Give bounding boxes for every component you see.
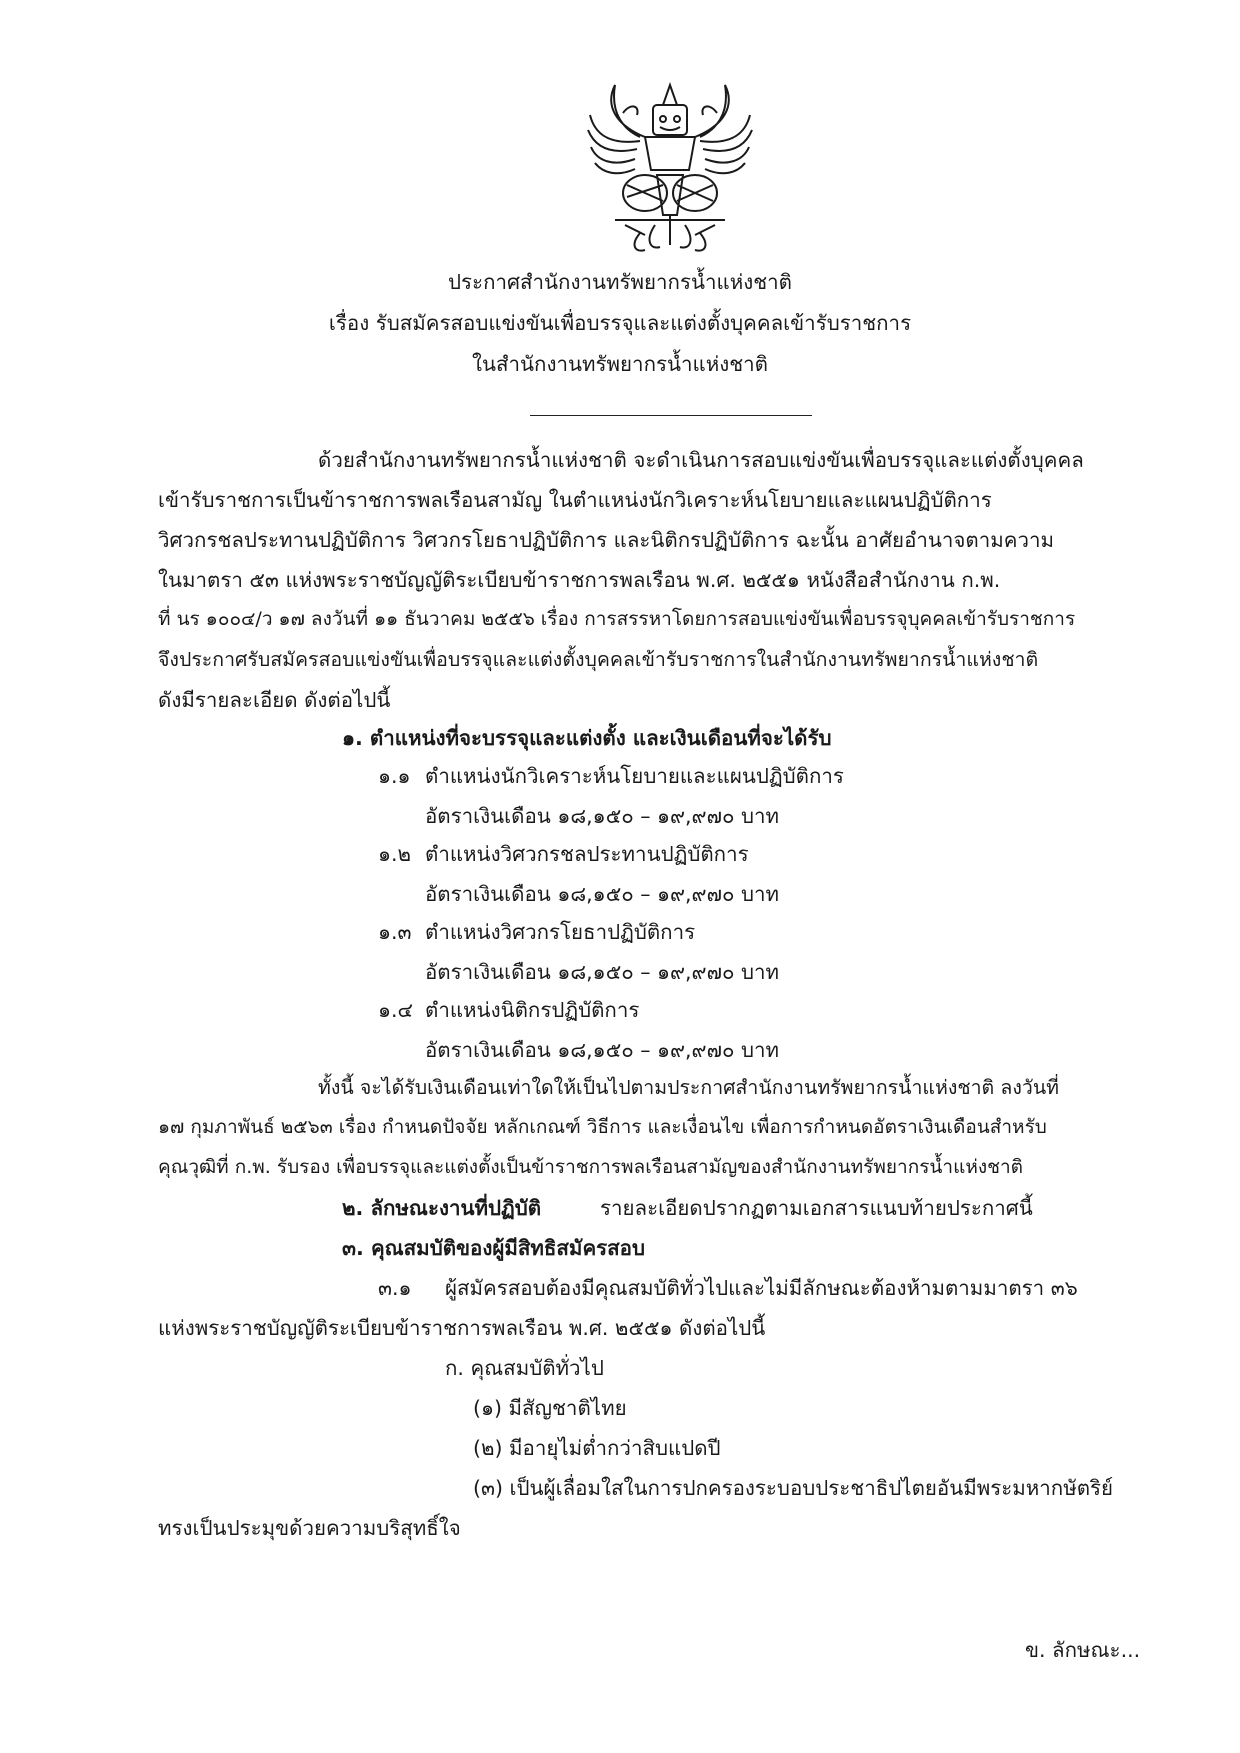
position-salary: อัตราเงินเดือน ๑๘,๑๕๐ – ๑๙,๙๗๐ บาท: [425, 882, 780, 906]
position-salary: อัตราเงินเดือน ๑๘,๑๕๐ – ๑๙,๙๗๐ บาท: [425, 960, 780, 984]
section-2-heading: ๒. ลักษณะงานที่ปฏิบัติ: [342, 1196, 542, 1220]
salary-note-line: ทั้งนี้ จะได้รับเงินเดือนเท่าใดให้เป็นไปตามประกาศสำนักงานทรัพยากรน้ำแห่งชาติ ลงวันที่: [318, 1076, 1060, 1099]
section-3-heading: ๓. คุณสมบัติของผู้มีสิทธิสมัครสอบ: [342, 1236, 646, 1260]
general-qualifications-heading: ก. คุณสมบัติทั่วไป: [445, 1356, 604, 1380]
intro-line: วิศวกรชลประทานปฏิบัติการ วิศวกรโยธาปฏิบัติการ และนิติกรปฏิบัติการ ฉะนั้น อาศัยอำนาจตามความ: [158, 528, 1055, 552]
position-title: ตำแหน่งวิศวกรชลประทานปฏิบัติการ: [425, 842, 749, 866]
subsection-text: ผู้สมัครสอบต้องมีคุณสมบัติทั่วไปและไม่มีลักษณะต้องห้ามตามมาตรา ๓๖: [445, 1276, 1078, 1300]
intro-line: ด้วยสำนักงานทรัพยากรน้ำแห่งชาติ จะดำเนินการสอบแข่งขันเพื่อบรรจุและแต่งตั้งบุคคล: [318, 448, 1084, 472]
subsection-text-cont: แห่งพระราชบัญญัติระเบียบข้าราชการพลเรือน พ.ศ. ๒๕๕๑ ดังต่อไปนี้: [158, 1316, 766, 1340]
position-title: ตำแหน่งนักวิเคราะห์นโยบายและแผนปฏิบัติการ: [425, 764, 844, 788]
garuda-emblem-icon: [585, 75, 755, 255]
intro-line: เข้ารับราชการเป็นข้าราชการพลเรือนสามัญ ในตำแหน่งนักวิเคราะห์นโยบายและแผนปฏิบัติการ: [158, 488, 992, 512]
title-divider: [530, 415, 812, 416]
position-salary: อัตราเงินเดือน ๑๘,๑๕๐ – ๑๙,๙๗๐ บาท: [425, 804, 780, 828]
position-title: ตำแหน่งวิศวกรโยธาปฏิบัติการ: [425, 920, 696, 944]
qualification-item: (๓) เป็นผู้เลื่อมใสในการปกครองระบอบประชาธิปไตยอันมีพระมหากษัตริย์: [473, 1476, 1114, 1500]
announcement-issuer: ประกาศสำนักงานทรัพยากรน้ำแห่งชาติ: [448, 270, 792, 294]
qualification-item-cont: ทรงเป็นประมุขด้วยความบริสุทธิ์ใจ: [158, 1516, 461, 1540]
intro-line: ในมาตรา ๕๓ แห่งพระราชบัญญัติระเบียบข้าราชการพลเรือน พ.ศ. ๒๕๕๑ หนังสือสำนักงาน ก.พ.: [158, 568, 1001, 592]
salary-note-line: ๑๗ กุมภาพันธ์ ๒๕๖๓ เรื่อง กำหนดปัจจัย หลักเกณฑ์ วิธีการ และเงื่อนไข เพื่อการกำหนดอัตราเงินเดือนสำหรับ: [158, 1116, 1047, 1138]
position-salary: อัตราเงินเดือน ๑๘,๑๕๐ – ๑๙,๙๗๐ บาท: [425, 1038, 780, 1062]
salary-note-line: คุณวุฒิที่ ก.พ. รับรอง เพื่อบรรจุและแต่งตั้งเป็นข้าราชการพลเรือนสามัญของสำนักงานทรัพยากรน้ำแห่งชาติ: [158, 1156, 1024, 1178]
announcement-subject: เรื่อง รับสมัครสอบแข่งขันเพื่อบรรจุและแต่งตั้งบุคคลเข้ารับราชการ: [328, 311, 912, 335]
position-title: ตำแหน่งนิติกรปฏิบัติการ: [425, 998, 640, 1022]
section-1-heading: ๑. ตำแหน่งที่จะบรรจุและแต่งตั้ง และเงินเดือนที่จะได้รับ: [342, 726, 832, 750]
section-2-text: รายละเอียดปรากฏตามเอกสารแนบท้ายประกาศนี้: [600, 1196, 1033, 1220]
position-number: ๑.๔: [378, 998, 414, 1022]
qualification-item: (๒) มีอายุไม่ต่ำกว่าสิบแปดปี: [473, 1436, 721, 1460]
intro-line: จึงประกาศรับสมัครสอบแข่งขันเพื่อบรรจุและแต่งตั้งบุคคลเข้ารับราชการในสำนักงานทรัพยากรน้ำแห่งชาติ: [158, 648, 1039, 671]
subsection-number: ๓.๑: [378, 1276, 412, 1300]
intro-line: ดังมีรายละเอียด ดังต่อไปนี้: [158, 688, 391, 712]
page-continuation: ข. ลักษณะ...: [1025, 1638, 1141, 1662]
position-number: ๑.๓: [378, 920, 412, 944]
announcement-subject-cont: ในสำนักงานทรัพยากรน้ำแห่งชาติ: [472, 352, 768, 376]
position-number: ๑.๑: [378, 764, 411, 788]
position-number: ๑.๒: [378, 842, 412, 866]
qualification-item: (๑) มีสัญชาติไทย: [473, 1396, 627, 1420]
intro-line: ที่ นร ๑๐๐๔/ว ๑๗ ลงวันที่ ๑๑ ธันวาคม ๒๕๕๖ เรื่อง การสรรหาโดยการสอบแข่งขันเพื่อบรรจุบุคคลเข้ารับราชการ: [158, 608, 1076, 630]
